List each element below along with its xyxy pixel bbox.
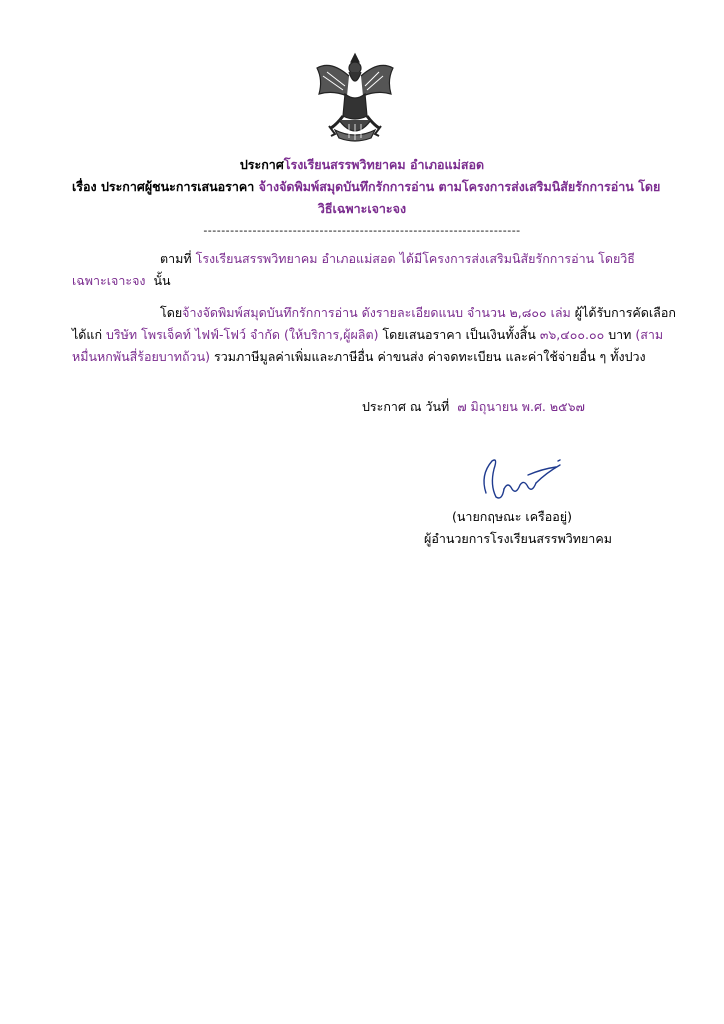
announcement-date-line: [362, 398, 585, 416]
subject-text: จ้างจัดพิมพ์สมุดบันทึกรักการอ่าน ตามโครงการส่งเสริมนิสัยรักการอ่าน โดย: [258, 179, 661, 194]
date-prefix: ประกาศ ณ วันที่: [362, 399, 450, 414]
subject-line-1: [72, 178, 660, 196]
para2-item: จ้างจัดพิมพ์สมุดบันทึกรักการอ่าน ดังรายละเอียดแนบ จำนวน ๒,๘๐๐ เล่ม: [182, 305, 571, 320]
amount-words-1: (สาม: [635, 327, 664, 342]
amount-words-2: หมื่นหกพันสี่ร้อยบาทถ้วน): [72, 349, 210, 364]
signature-image: [476, 455, 566, 505]
offer-text: โดยเสนอราคา เป็นเงินทั้งสิ้น: [382, 327, 536, 342]
subject-line-2: วิธีเฉพาะเจาะจง: [317, 201, 407, 216]
winner-prefix: ได้แก่: [72, 327, 103, 342]
paragraph-2-line-3: [72, 348, 646, 366]
garuda-emblem-icon: [309, 50, 401, 146]
signer-position: ผู้อำนวยการโรงเรียนสรรพวิทยาคม: [424, 531, 612, 546]
paragraph-1-line-2: [72, 272, 171, 290]
announcement-date: ๗ มิถุนายน พ.ศ. ๒๕๖๗: [457, 399, 585, 414]
para2-selected: ผู้ได้รับการคัดเลือก: [574, 305, 676, 320]
title-organization: โรงเรียนสรรพวิทยาคม อำเภอแม่สอด: [283, 157, 485, 172]
paragraph-2-line-1: [160, 304, 676, 322]
baht-label: บาท: [608, 327, 632, 342]
para2-tail: รวมภาษีมูลค่าเพิ่มและภาษีอื่น ค่าขนส่ง ค่าจดทะเบียน และค่าใช้จ่ายอื่น ๆ ทั้งปวง: [213, 349, 646, 364]
subject-label: เรื่อง ประกาศผู้ชนะการเสนอราคา: [72, 179, 255, 194]
paragraph-2-line-2: [72, 326, 663, 344]
title-prefix: ประกาศ: [239, 157, 284, 172]
announcement-title: [0, 156, 724, 174]
signer-name: (นายกฤษณะ เครืออยู่): [452, 509, 572, 524]
para2-prefix: โดย: [160, 305, 183, 320]
divider-line: -----------------------------------------------------------------------: [203, 224, 521, 237]
para1-suffix: นั้น: [153, 273, 171, 288]
para1-organization: โรงเรียนสรรพวิทยาคม อำเภอแม่สอด: [195, 251, 396, 266]
winner-name: บริษัท โพรเจ็คท์ ไฟฟ์-โฟว์ จำกัด (ให้บริการ,ผู้ผลิต): [106, 327, 379, 342]
para1-method: เฉพาะเจาะจง: [72, 273, 146, 288]
offer-amount: ๓๖,๔๐๐.๐๐: [539, 327, 605, 342]
para1-prefix: ตามที่: [160, 251, 192, 266]
paragraph-1-line-1: [160, 250, 635, 268]
para1-project: ได้มีโครงการส่งเสริมนิสัยรักการอ่าน โดยวิธี: [399, 251, 635, 266]
